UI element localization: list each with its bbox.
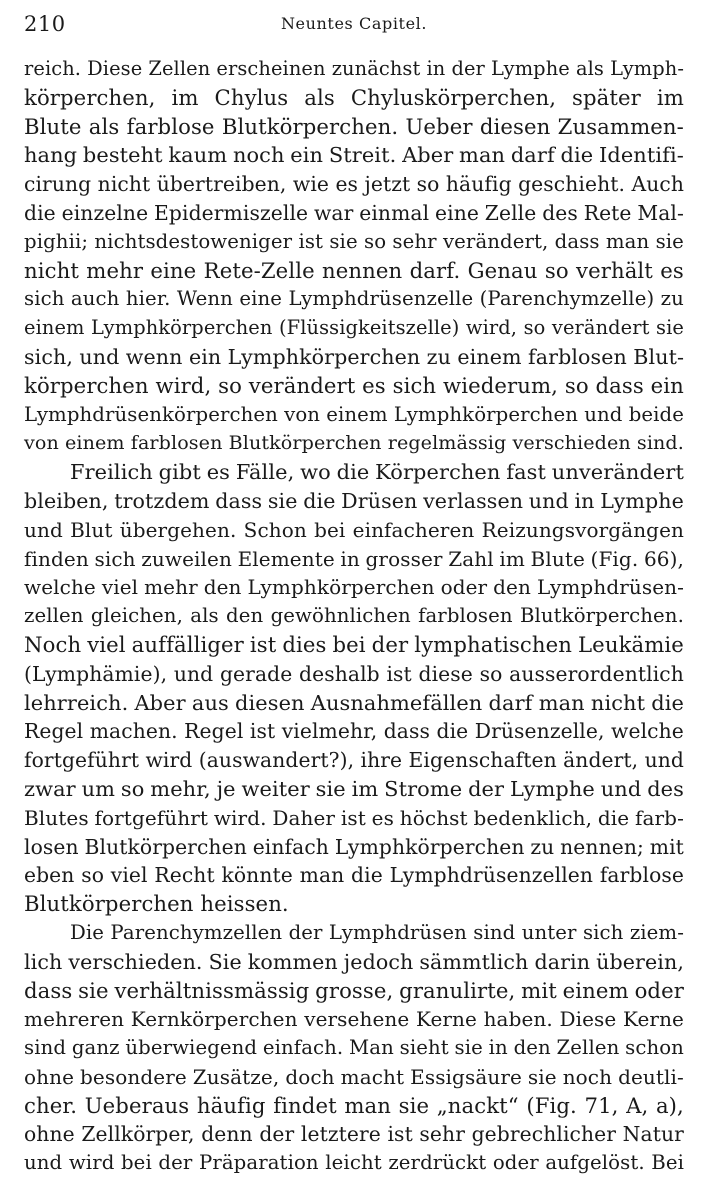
text-line: cirung nicht übertreiben, wie es jetzt so häufig geschieht. Auch: [24, 172, 684, 197]
text-line: Blutes fortgeführt wird. Daher ist es höchst bedenklich, die farb-: [24, 805, 684, 830]
text-line: Blutkörperchen heissen.: [24, 891, 289, 917]
text-line: mehreren Kernkörperchen versehene Kerne haben. Diese Kerne: [24, 1007, 684, 1032]
running-head: Neuntes Capitel.: [280, 14, 428, 33]
text-line: zwar um so mehr, je weiter sie im Strome der Lymphe und des: [24, 776, 684, 801]
text-line: die einzelne Epidermiszelle war einmal eine Zelle des Rete Mal-: [24, 200, 684, 225]
text-line: Regel machen. Regel ist vielmehr, dass die Drüsenzelle, welche: [24, 719, 684, 744]
text-line: pighii; nichtsdestoweniger ist sie so sehr verändert, dass man sie: [24, 229, 684, 253]
page-header: [24, 12, 684, 42]
text-line: Lymphdrüsenkörperchen von einem Lymphkörperchen und beide: [24, 402, 684, 426]
text-line: eben so viel Recht könnte man die Lymphdrüsenzellen farblose: [24, 863, 684, 888]
text-line: finden sich zuweilen Elemente in grosser Zahl im Blute (Fig. 66),: [24, 546, 684, 571]
text-line: Blute als farblose Blutkörperchen. Ueber diesen Zusammen-: [24, 113, 684, 139]
text-line: körperchen wird, so verändert es sich wiederum, so dass ein: [24, 372, 684, 398]
text-line: reich. Diese Zellen erscheinen zunächst in der Lymphe als Lymph-: [24, 57, 684, 80]
text-line: körperchen, im Chylus als Chyluskörperchen, später im: [24, 84, 684, 110]
text-line: sich, und wenn ein Lymphkörperchen zu einem farblosen Blut-: [24, 344, 684, 369]
text-line: hang besteht kaum noch ein Streit. Aber man darf die Identifi-: [24, 143, 684, 168]
text-line: zellen gleichen, als den gewöhnlichen farblosen Blutkörperchen.: [24, 604, 684, 628]
text-line: und wird bei der Präparation leicht zerdrückt oder aufgelöst. Bei: [24, 1151, 684, 1175]
text-line: einem Lymphkörperchen (Flüssigkeitszelle) wird, so verändert sie: [24, 316, 684, 340]
text-line: ohne Zellkörper, denn der letztere ist sehr gebrechlicher Natur: [24, 1122, 684, 1147]
text-line: Die Parenchymzellen der Lymphdrüsen sind unter sich ziem-: [70, 920, 684, 944]
page-number: 210: [24, 12, 66, 36]
text-line: ohne besondere Zusätze, doch macht Essigsäure sie noch deutli-: [24, 1064, 684, 1089]
text-line: sich auch hier. Wenn eine Lymphdrüsenzelle (Parenchymzelle) zu: [24, 287, 684, 311]
text-line: Noch viel auffälliger ist dies bei der lymphatischen Leukämie: [24, 631, 684, 657]
text-line: sind ganz überwiegend einfach. Man sieht sie in den Zellen schon: [24, 1036, 684, 1060]
text-line: (Lymphämie), und gerade deshalb ist diese so ausserordentlich: [24, 661, 684, 686]
text-line: nicht mehr eine Rete-Zelle nennen darf. Genau so verhält es: [24, 257, 684, 283]
text-line: und Blut übergehen. Schon bei einfacheren Reizungsvorgängen: [24, 517, 684, 542]
text-line: losen Blutkörperchen einfach Lymphkörperchen zu nennen; mit: [24, 834, 684, 859]
text-line: bleiben, trotzdem dass sie die Drüsen verlassen und in Lymphe: [24, 488, 684, 513]
text-line: Freilich gibt es Fälle, wo die Körperchen fast unverändert: [70, 460, 684, 485]
body-text: [24, 55, 684, 1178]
text-line: lehrreich. Aber aus diesen Ausnahmefällen darf man nicht die: [24, 690, 684, 715]
text-line: fortgeführt wird (auswandert?), ihre Eigenschaften ändert, und: [24, 748, 684, 773]
text-line: von einem farblosen Blutkörperchen regelmässig verschieden sind.: [24, 431, 684, 455]
text-line: lich verschieden. Sie kommen jedoch sämmtlich darin überein,: [24, 949, 684, 974]
text-line: cher. Ueberaus häufig findet man sie „nackt“ (Fig. 71, A, a),: [24, 1092, 684, 1118]
text-line: welche viel mehr den Lymphkörperchen oder den Lymphdrüsen-: [24, 575, 684, 600]
text-line: dass sie verhältnissmässig grosse, granulirte, mit einem oder: [24, 977, 684, 1003]
